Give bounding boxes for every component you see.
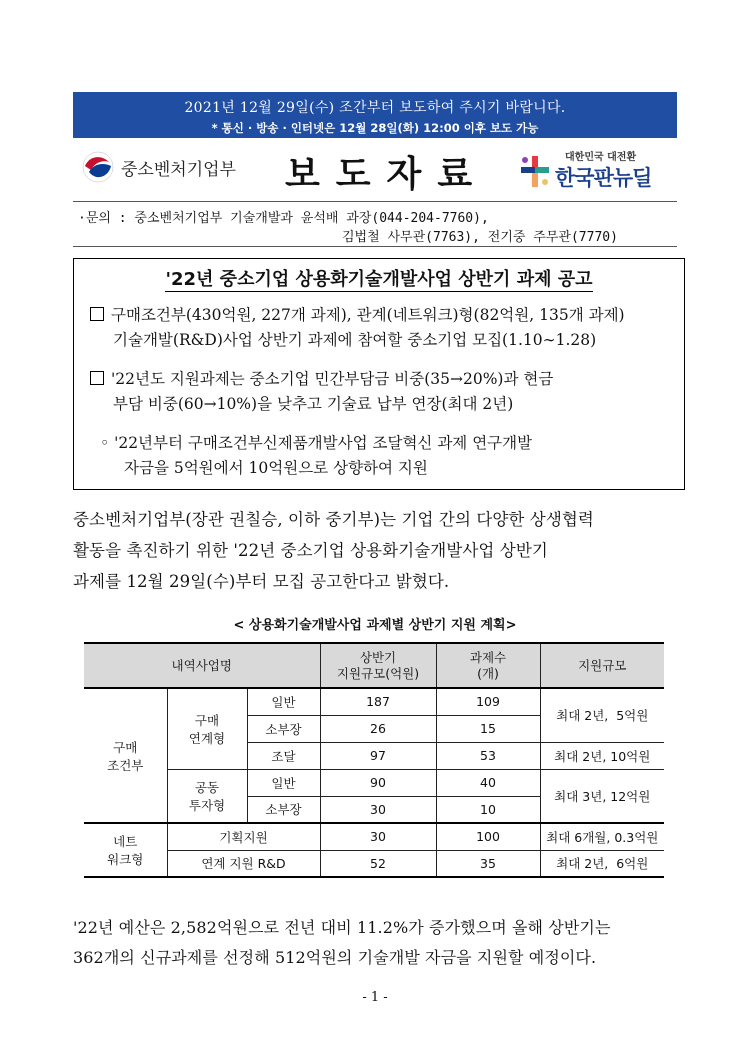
- new-deal-name: 한국판뉴딜: [555, 166, 652, 190]
- new-deal-emblem-icon: [519, 154, 551, 190]
- page-number: - 1 -: [362, 990, 388, 1005]
- table-row: [84, 769, 664, 796]
- square-bullet-icon: [90, 307, 104, 321]
- divider: [73, 201, 677, 202]
- table-row: [84, 850, 664, 877]
- contact-line-2: 김법철 사무관(7763), 전기중 주무관(7770): [342, 230, 618, 245]
- table-row: [84, 688, 664, 715]
- row-count: 35: [436, 850, 540, 877]
- header-count: [436, 643, 540, 688]
- group-purchase-conditional: 구매 조건부: [84, 688, 167, 823]
- header-support: 지원규모: [540, 643, 664, 688]
- summary-sub-bullet: ◦ '22년부터 구매조건부신제품개발사업 조달혁신 과제 연구개발: [100, 434, 533, 452]
- new-deal-slogan: 대한민국 대전환: [565, 152, 637, 163]
- sub-joint-investment: 공동 투자형: [167, 769, 247, 823]
- table-row: [84, 823, 664, 850]
- summary-box: [73, 258, 685, 490]
- summary-bullet-2-cont: 부담 비중(60→10%)을 낮추고 기술료 납부 연장(최대 2년): [113, 395, 514, 413]
- embargo-line-2: * 통신 · 방송 · 인터넷은 12월 28일(화) 12:00 이후 보도 가능: [211, 121, 539, 135]
- summary-bullet-1-line-1: 구매조건부(430억원, 227개 과제), 관계(네트워크)형(82억원, 135개 과제): [111, 306, 625, 324]
- summary-title: '22년 중소기업 상용화기술개발사업 상반기 과제 공고: [165, 269, 593, 290]
- contact-line-1: ·문의 : 중소벤처기업부 기술개발과 윤석배 과장(044-204-7760),: [78, 211, 489, 226]
- press-release-title: 보도자료: [285, 153, 489, 195]
- embargo-line-1: 2021년 12월 29일(수) 조간부터 보도하여 주시기 바랍니다.: [184, 100, 566, 116]
- embargo-banner: [73, 92, 677, 138]
- header-scale-line-2: 지원규모(억원): [336, 665, 420, 681]
- row-type: 연계 지원 R&D: [167, 850, 320, 877]
- row-count: 10: [436, 796, 540, 823]
- summary-bullet-1-cont: 기술개발(R&D)사업 상반기 과제에 참여할 중소기업 모집(1.10∼1.28): [113, 331, 597, 349]
- row-scale: 187: [320, 688, 436, 715]
- row-type: 소부장: [247, 796, 320, 823]
- row-scale: 97: [320, 742, 436, 769]
- row-scale: 90: [320, 769, 436, 796]
- press-header: [73, 146, 677, 198]
- square-bullet-icon: [90, 371, 104, 385]
- summary-bullet-2: [90, 367, 553, 392]
- row-type: 일반: [247, 688, 320, 715]
- row-type: 소부장: [247, 715, 320, 742]
- summary-bullet-1: [90, 303, 625, 328]
- summary-bullet-2-line-1: '22년도 지원과제는 중소기업 민간부담금 비중(35→20%)과 현금: [111, 370, 554, 388]
- body2-line-2: 362개의 신규과제를 선정해 512억원의 기술개발 자금을 지원할 예정이다.: [73, 948, 597, 967]
- header-scale-line-1: 상반기: [359, 649, 397, 665]
- table-header-row: [84, 643, 664, 688]
- group-network: 네트 워크형: [84, 823, 167, 877]
- row-type: 기획지원: [167, 823, 320, 850]
- body-line-3: 과제를 12월 29일(수)부터 모집 공고한다고 밝혔다.: [73, 572, 450, 591]
- header-scale: [320, 643, 436, 688]
- government-emblem-icon: [81, 150, 115, 184]
- sub-purchase-linked: 구매 연계형: [167, 688, 247, 769]
- table-caption: < 상용화기술개발사업 과제별 상반기 지원 계획>: [233, 618, 517, 633]
- row-support: 최대 3년, 12억원: [540, 769, 664, 823]
- summary-sub-bullet-cont: 자금을 5억원에서 10억원으로 상향하여 지원: [124, 459, 428, 477]
- row-count: 40: [436, 769, 540, 796]
- row-support: 최대 2년, 6억원: [540, 850, 664, 877]
- row-support: 최대 2년, 10억원: [540, 742, 664, 769]
- row-count: 15: [436, 715, 540, 742]
- row-count: 53: [436, 742, 540, 769]
- row-type: 조달: [247, 742, 320, 769]
- body-line-2: 활동을 촉진하기 위한 '22년 중소기업 상용화기술개발사업 상반기: [73, 541, 548, 560]
- row-scale: 26: [320, 715, 436, 742]
- header-count-line-2: (개): [477, 665, 499, 681]
- body2-line-1: '22년 예산은 2,582억원으로 전년 대비 11.2%가 증가했으며 올해 상반기는: [73, 918, 611, 937]
- ministry-logo: [81, 150, 236, 184]
- divider: [73, 246, 677, 247]
- header-name: 내역사업명: [84, 643, 320, 688]
- row-support: 최대 2년, 5억원: [540, 688, 664, 742]
- body-line-1: 중소벤처기업부(장관 권칠승, 이하 중기부)는 기업 간의 다양한 상생협력: [73, 510, 594, 529]
- row-type: 일반: [247, 769, 320, 796]
- row-scale: 52: [320, 850, 436, 877]
- row-count: 109: [436, 688, 540, 715]
- support-plan-table: [84, 642, 664, 878]
- ministry-name: 중소벤처기업부: [121, 159, 236, 180]
- korean-new-deal-logo: [519, 148, 677, 192]
- row-scale: 30: [320, 796, 436, 823]
- row-scale: 30: [320, 823, 436, 850]
- row-support: 최대 6개월, 0.3억원: [540, 823, 664, 850]
- header-count-line-1: 과제수: [469, 649, 507, 665]
- row-count: 100: [436, 823, 540, 850]
